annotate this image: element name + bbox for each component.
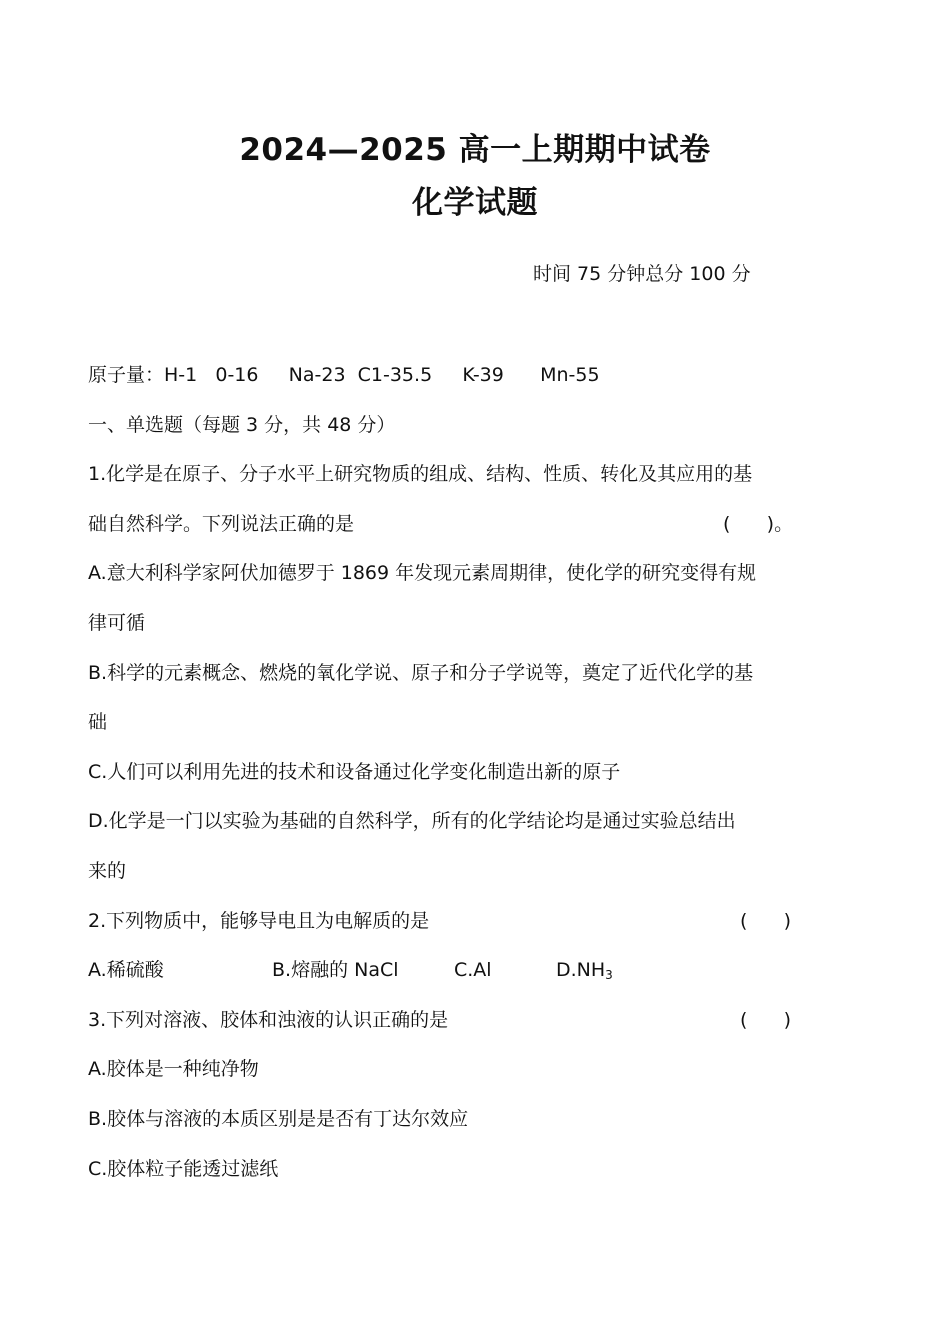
- q1-option-c: C.人们可以利用先进的技术和设备通过化学变化制造出新的原子: [88, 760, 621, 783]
- q1-option-a-line2: 律可循: [88, 611, 146, 634]
- q1-option-d-line1: D.化学是一门以实验为基础的自然科学，所有的化学结论均是通过实验总结出: [88, 810, 736, 833]
- q2-options-row: [88, 955, 868, 1005]
- exam-time-score: 时间 75 分钟总分 100 分: [533, 263, 751, 285]
- q3-answer-blank: ( ): [740, 1008, 792, 1031]
- q2-option-b: B.熔融的 NaCl: [272, 959, 399, 982]
- exam-title: 2024—2025 高一上期期中试卷: [239, 132, 711, 168]
- q1-stem-line1: 1.化学是在原子、分子水平上研究物质的组成、结构、性质、转化及其应用的基: [88, 463, 753, 486]
- q1-option-d-line2: 来的: [88, 859, 127, 882]
- q3-option-b: B.胶体与溶液的本质区别是是否有丁达尔效应: [88, 1107, 469, 1130]
- q3-option-a: A.胶体是一种纯净物: [88, 1058, 259, 1081]
- q1-stem-text: 础自然科学。下列说法正确的是: [88, 512, 355, 535]
- q2-option-d: $D.NH_3$: [556, 959, 613, 983]
- q2-option-c: C.Al: [454, 959, 492, 982]
- q1-answer-blank: ( )。: [723, 512, 794, 535]
- q1-option-a-line1: A.意大利科学家阿伏加德罗于 1869 年发现元素周期律，使化学的研究变得有规: [88, 562, 757, 585]
- q3-stem-text: 3.下列对溶液、胶体和浊液的认识正确的是: [88, 1008, 449, 1031]
- exam-subtitle: 化学试题: [412, 185, 538, 221]
- section-heading: 一、单选题（每题 3 分，共 48 分）: [88, 413, 396, 436]
- q1-stem-line2: [88, 509, 868, 559]
- q1-option-b-line1: B.科学的元素概念、燃烧的氧化学说、原子和分子学说等，奠定了近代化学的基: [88, 661, 754, 684]
- q2-stem-text: 2.下列物质中，能够导电且为电解质的是: [88, 909, 430, 932]
- q3-option-c: C.胶体粒子能透过滤纸: [88, 1157, 279, 1180]
- exam-body: [88, 360, 868, 1203]
- q2-option-a: A.稀硫酸: [88, 959, 164, 982]
- q2-stem-line: [88, 906, 868, 956]
- q1-option-b-line2: 础: [88, 711, 108, 734]
- atomic-mass-line: 原子量：H-1 0-16 Na-23 C1-35.5 K-39 Mn-55: [88, 364, 600, 386]
- q3-stem-line: [88, 1005, 868, 1055]
- q2-answer-blank: ( ): [740, 909, 792, 932]
